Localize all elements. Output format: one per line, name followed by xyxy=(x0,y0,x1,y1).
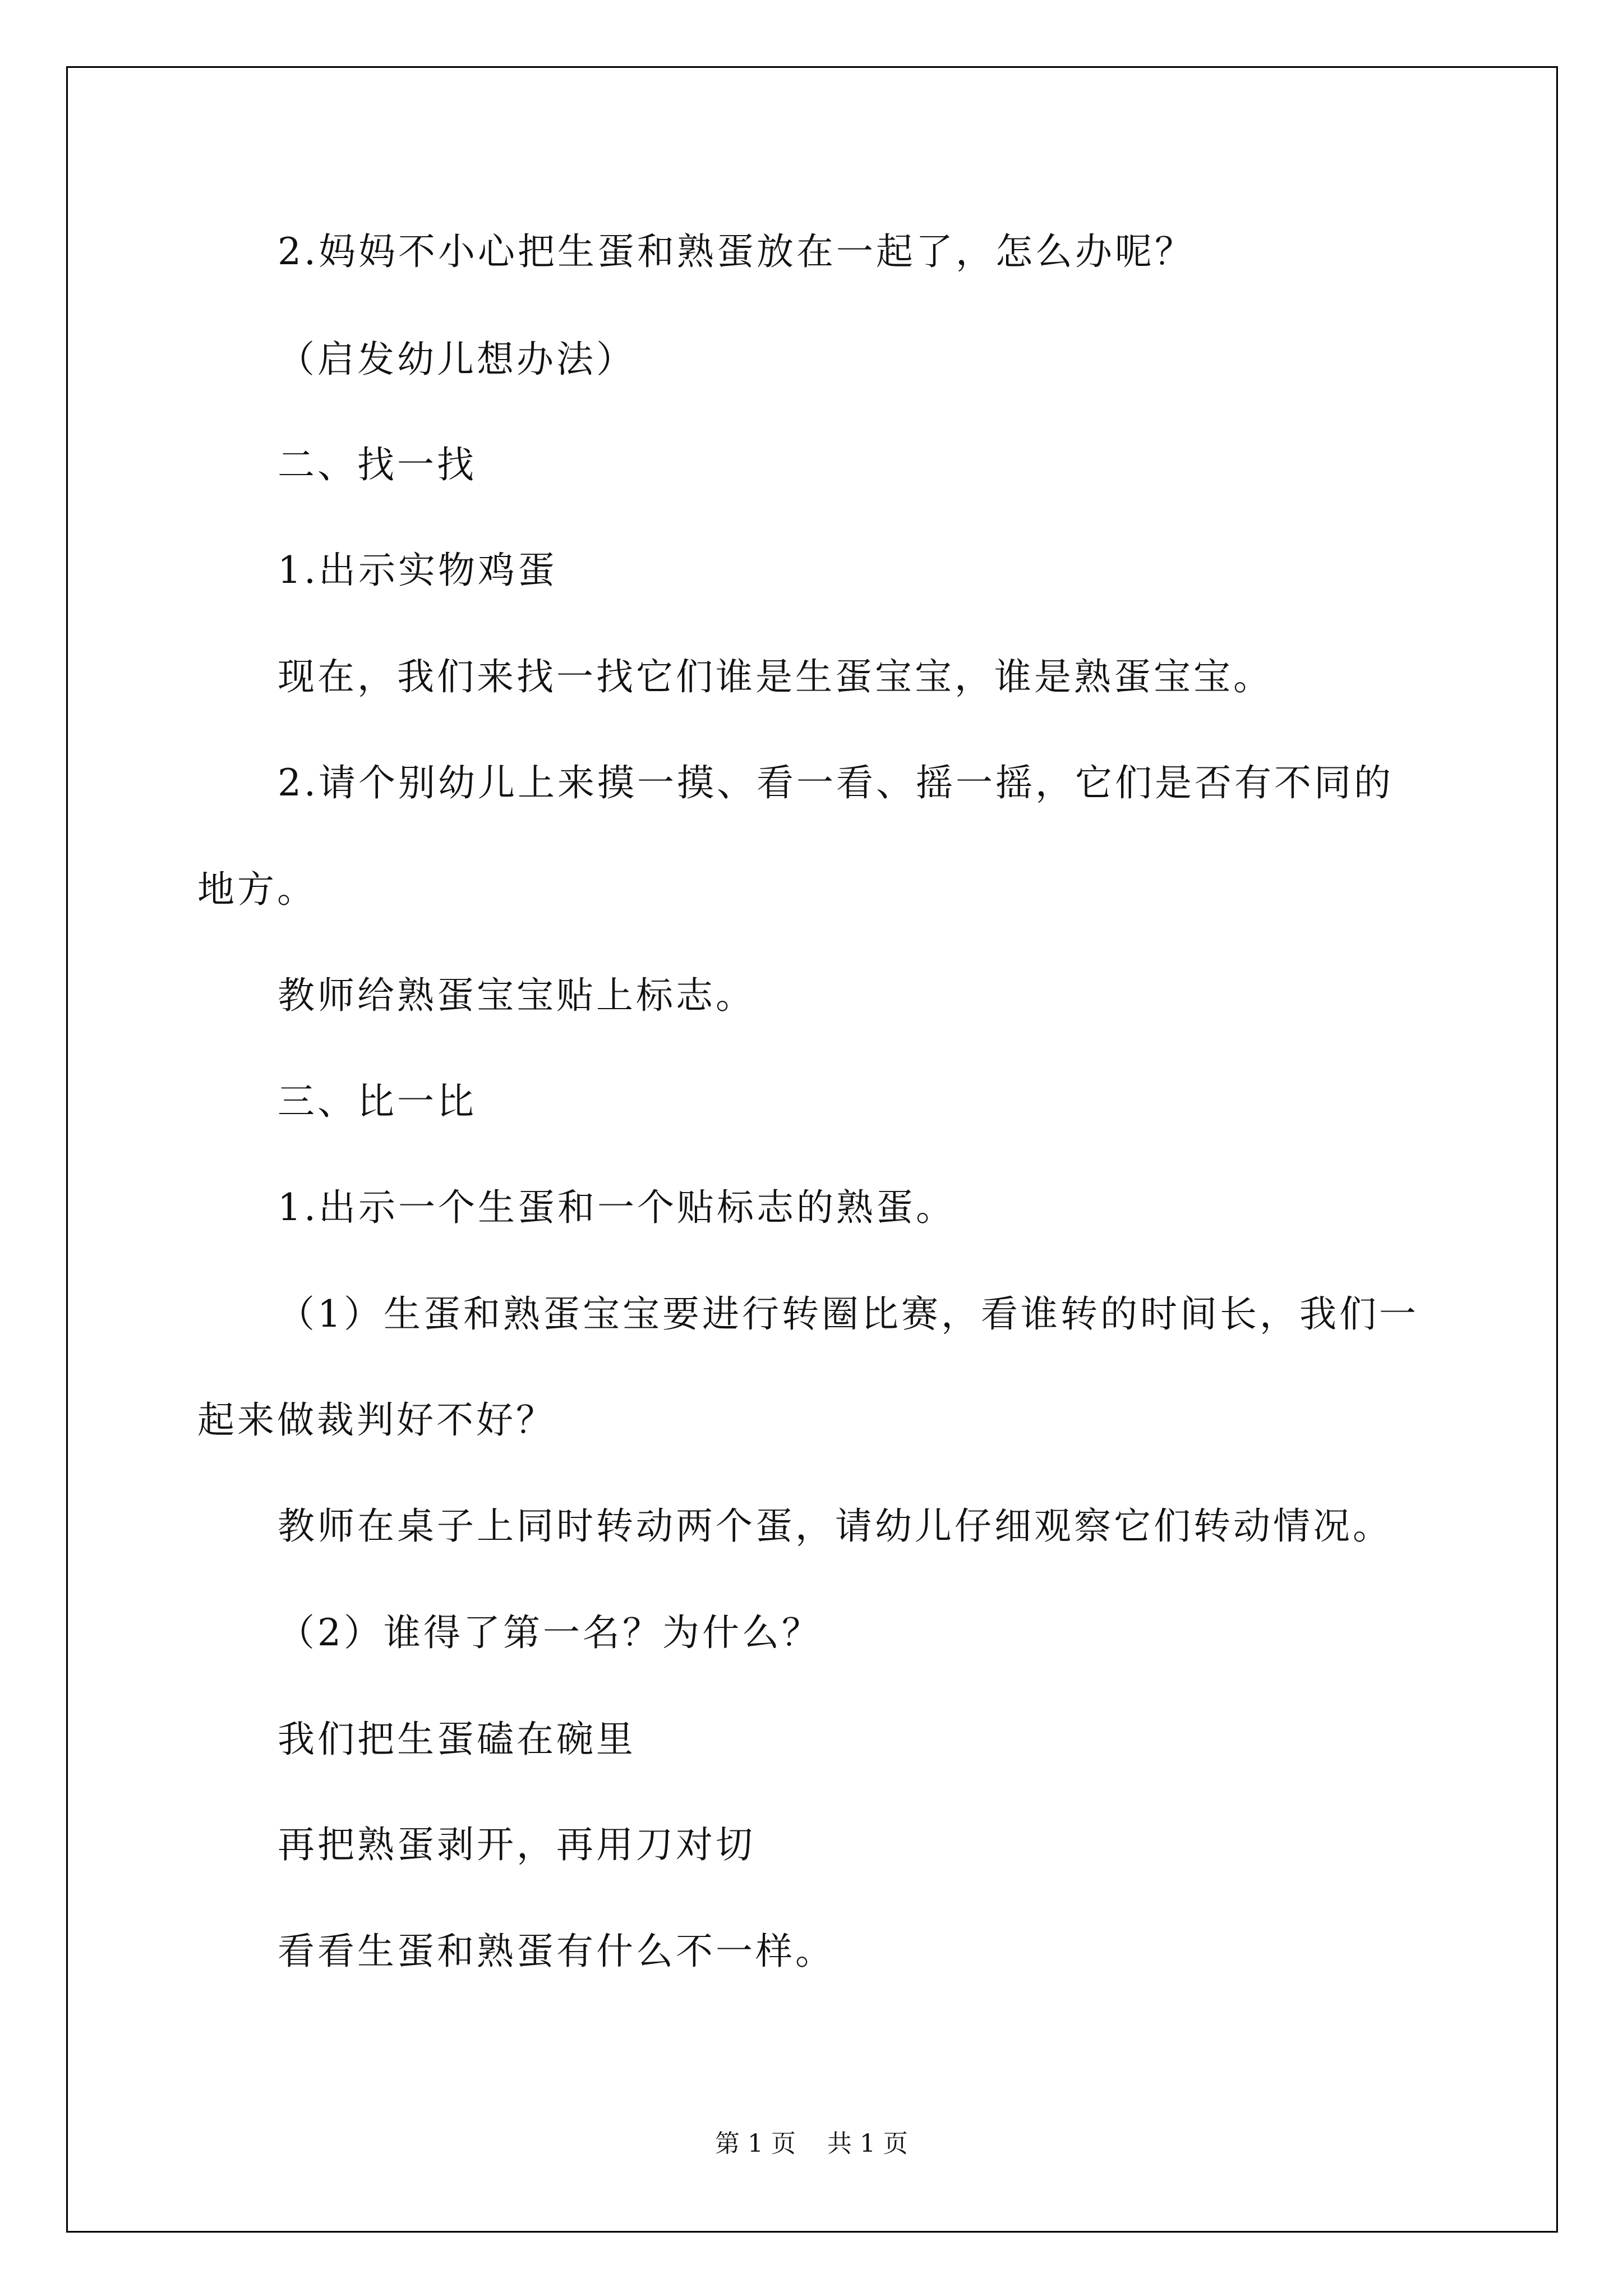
paragraph-11: 我们把生蛋磕在碗里 xyxy=(278,1718,636,1761)
paragraph-5: 2.请个别幼儿上来摸一摸、看一看、摇一摇，它们是否有不同的 xyxy=(278,761,1394,804)
paragraph-3: 1.出示实物鸡蛋 xyxy=(278,549,557,592)
paragraph-9: 教师在桌子上同时转动两个蛋，请幼儿仔细观察它们转动情况。 xyxy=(278,1504,1393,1548)
section-heading-compare: 三、比一比 xyxy=(278,1080,477,1123)
paragraph-2: （启发幼儿想办法） xyxy=(278,338,636,381)
paragraph-7: 1.出示一个生蛋和一个贴标志的熟蛋。 xyxy=(278,1186,956,1229)
paragraph-8: （1）生蛋和熟蛋宝宝要进行转圈比赛，看谁转的时间长，我们一 xyxy=(278,1292,1419,1336)
paragraph-6: 教师给熟蛋宝宝贴上标志。 xyxy=(278,974,755,1017)
paragraph-8-cont: 起来做裁判好不好？ xyxy=(197,1398,556,1442)
paragraph-1: 2.妈妈不小心把生蛋和熟蛋放在一起了，怎么办呢？ xyxy=(278,230,1195,273)
paragraph-5-cont: 地方。 xyxy=(197,868,317,911)
page-border xyxy=(66,66,1558,2233)
paragraph-12: 再把熟蛋剥开，再用刀对切 xyxy=(278,1823,755,1866)
page-footer: 第 1 页 共 1 页 xyxy=(715,2129,908,2158)
paragraph-13: 看看生蛋和熟蛋有什么不一样。 xyxy=(278,1930,835,1973)
paragraph-10: （2）谁得了第一名？为什么？ xyxy=(278,1611,822,1654)
section-heading-find: 二、找一找 xyxy=(278,443,477,486)
paragraph-4: 现在，我们来找一找它们谁是生蛋宝宝，谁是熟蛋宝宝。 xyxy=(278,655,1273,698)
